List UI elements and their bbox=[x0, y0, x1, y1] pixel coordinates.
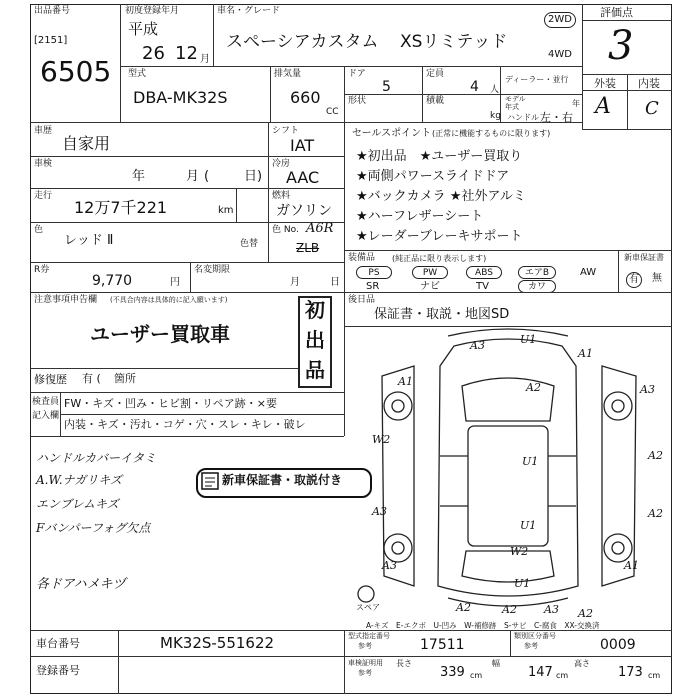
selling-label: セールスポイント bbox=[352, 128, 432, 139]
divider bbox=[268, 122, 269, 262]
divider bbox=[190, 262, 191, 292]
stamp-char-1: 初 bbox=[305, 298, 325, 322]
score-ext-label: 外装 bbox=[594, 77, 616, 90]
stamp-char-2: 出 bbox=[305, 328, 325, 352]
fuel-value: ガソリン bbox=[276, 203, 332, 219]
divider bbox=[344, 656, 672, 657]
hand-note: A.W.ナガリキズ bbox=[36, 473, 123, 487]
attached-value: 保証書・取説・地図SD bbox=[374, 307, 510, 322]
drive-2wd: 2WD bbox=[544, 12, 576, 28]
new-warranty-label: 新車保証書 bbox=[624, 253, 664, 262]
lot-number: 6505 bbox=[40, 55, 112, 88]
spare-label: スペア bbox=[356, 603, 380, 612]
divider bbox=[30, 292, 344, 293]
chassis-label: 車台番号 bbox=[36, 637, 80, 650]
doors-value: 5 bbox=[382, 79, 391, 95]
shape-label: 形状 bbox=[348, 96, 367, 106]
repair-label: 修復歴 bbox=[34, 373, 67, 386]
equipment-airbag: エアB bbox=[518, 266, 556, 279]
capacity-unit: 人 bbox=[490, 85, 500, 95]
handle-value: 左・右 bbox=[540, 111, 573, 124]
divider bbox=[30, 122, 582, 123]
damage-mark: A1 bbox=[624, 559, 639, 572]
damage-mark: A3 bbox=[382, 559, 397, 572]
divider bbox=[30, 392, 344, 393]
damage-mark: A3 bbox=[640, 383, 655, 396]
dims-height-unit: cm bbox=[648, 671, 661, 680]
divider bbox=[60, 414, 344, 415]
divider bbox=[582, 4, 583, 129]
inspector-row2: 内装・キズ・汚れ・コゲ・穴・スレ・キレ・破レ bbox=[64, 418, 306, 431]
damage-mark: W2 bbox=[510, 545, 529, 558]
equipment-sr: SR bbox=[366, 281, 380, 292]
dims-height: 173 bbox=[618, 665, 643, 680]
notes-label: 注意事項申告欄 bbox=[34, 295, 98, 305]
divider bbox=[618, 250, 619, 292]
first-reg-era: 平成 bbox=[128, 20, 159, 38]
displacement-value: 660 bbox=[290, 88, 321, 107]
hand-note: Fバンパーフォグ欠点 bbox=[36, 521, 151, 535]
divider bbox=[236, 188, 237, 222]
divider bbox=[627, 74, 628, 129]
notes-sublabel: (不具合内容は具体的に記入願います) bbox=[110, 296, 228, 304]
car-condition-diagram bbox=[344, 326, 672, 620]
divider bbox=[213, 4, 214, 66]
equipment-label: 装備品 bbox=[348, 253, 376, 263]
divider bbox=[30, 188, 268, 189]
model-year-label1: モデル bbox=[505, 95, 526, 103]
inspection-month: 月 bbox=[186, 169, 200, 184]
inspector-label1: 検査員 bbox=[32, 397, 60, 407]
damage-mark: A2 bbox=[456, 601, 471, 614]
hand-note: 各ドアハメキヅ bbox=[36, 577, 126, 592]
divider bbox=[30, 222, 268, 223]
drive-4wd: 4WD bbox=[548, 49, 572, 60]
damage-legend: A-キズ E-エクボ U-凹み W-補修跡 S-サビ C-腐食 XX-交換済 bbox=[366, 621, 600, 630]
attached-label: 後日品 bbox=[348, 295, 376, 305]
divider bbox=[582, 20, 672, 21]
type-value: DBA-MK32S bbox=[133, 88, 228, 107]
shift-label: シフト bbox=[272, 126, 300, 136]
inspection-label: 車検 bbox=[34, 159, 53, 169]
first-reg-month: 12 bbox=[175, 43, 198, 64]
chassis-value: MK32S-551622 bbox=[160, 634, 275, 652]
divider bbox=[268, 156, 344, 157]
divider bbox=[344, 630, 345, 694]
damage-mark: A2 bbox=[648, 449, 663, 462]
divider bbox=[344, 94, 582, 95]
selling-point: ★初出品 ★ユーザー買取り bbox=[356, 149, 523, 164]
equipment-pw: PW bbox=[412, 266, 448, 279]
selling-point: ★バックカメラ ★社外アルミ bbox=[356, 189, 526, 204]
model-year-unit: 年 bbox=[572, 99, 580, 108]
divider bbox=[30, 630, 672, 631]
damage-mark: A2 bbox=[578, 607, 593, 620]
tax-day: 日 bbox=[330, 277, 340, 288]
inspection-year: 年 bbox=[132, 169, 146, 184]
color-code-new: A6R bbox=[306, 221, 334, 236]
equipment-leather: カワ bbox=[518, 280, 556, 293]
damage-mark: A1 bbox=[578, 347, 593, 360]
divider bbox=[30, 156, 268, 157]
lot-label: 出品番号 bbox=[34, 6, 71, 16]
divider bbox=[30, 436, 344, 437]
score-label: 評価点 bbox=[600, 6, 633, 19]
damage-mark: A2 bbox=[648, 507, 663, 520]
dealer-label: ディーラー・並行 bbox=[505, 75, 569, 84]
category-label1: 類別区分番号 bbox=[514, 632, 556, 640]
dims-length-label: 長さ bbox=[396, 659, 412, 668]
divider bbox=[510, 630, 511, 656]
designation-label2: 参考 bbox=[358, 642, 372, 650]
recycle-unit: 円 bbox=[170, 277, 180, 288]
notes-value: ユーザー買取車 bbox=[90, 322, 230, 346]
tax-label: 名変期限 bbox=[194, 265, 231, 275]
dims-width-label: 幅 bbox=[492, 659, 500, 668]
equipment-abs: ABS bbox=[466, 266, 502, 279]
mileage-unit: km bbox=[218, 205, 234, 216]
inspector-label2: 記入欄 bbox=[32, 411, 60, 421]
dims-label2: 参考 bbox=[358, 669, 372, 677]
first-reg-month-unit: 月 bbox=[200, 54, 210, 65]
warranty-no: 無 bbox=[652, 273, 662, 284]
divider bbox=[30, 262, 344, 263]
damage-mark: A2 bbox=[502, 603, 517, 616]
dims-length-unit: cm bbox=[470, 671, 483, 680]
designation-label1: 型式指定番号 bbox=[348, 632, 390, 640]
equipment-note: (純正品に限り表示します) bbox=[392, 254, 487, 263]
displacement-unit: CC bbox=[326, 107, 339, 117]
dims-width-unit: cm bbox=[556, 671, 569, 680]
divider bbox=[268, 188, 344, 189]
damage-mark: A3 bbox=[470, 339, 485, 352]
color-change-label: 色替 bbox=[240, 239, 259, 249]
selling-point: ★レーダーブレーキサポート bbox=[356, 229, 523, 244]
damage-mark: A1 bbox=[398, 375, 413, 388]
dims-height-label: 高さ bbox=[574, 659, 590, 668]
warranty-stamp-icon bbox=[201, 472, 219, 490]
divider bbox=[120, 66, 582, 67]
divider bbox=[118, 630, 119, 694]
dims-width: 147 bbox=[528, 665, 553, 680]
mileage-label: 走行 bbox=[34, 191, 53, 201]
score-int: C bbox=[645, 98, 659, 119]
color-code-old: ZLB bbox=[296, 241, 320, 255]
equipment-tv: TV bbox=[476, 281, 489, 292]
score-ext: A bbox=[595, 94, 611, 119]
dims-length: 339 bbox=[440, 665, 465, 680]
load-unit: kg bbox=[490, 111, 501, 121]
divider bbox=[270, 66, 271, 122]
color-value: レッド Ⅱ bbox=[64, 233, 114, 248]
damage-mark: U1 bbox=[520, 519, 537, 532]
hand-note: エンブレムキズ bbox=[36, 497, 119, 511]
damage-mark: U1 bbox=[514, 577, 531, 590]
model-year-label2: 年式 bbox=[505, 103, 519, 111]
designation-value: 17511 bbox=[420, 637, 465, 653]
selling-point: ★両側パワースライドドア bbox=[356, 169, 510, 184]
capacity-value: 4 bbox=[470, 79, 479, 95]
damage-mark: U1 bbox=[520, 333, 537, 346]
equipment-ps: PS bbox=[356, 266, 392, 279]
divider bbox=[344, 122, 345, 292]
warranty-yes: 有 bbox=[626, 272, 642, 288]
equipment-navi: ナビ bbox=[420, 281, 440, 292]
hand-note: ハンドルカバーイタミ bbox=[36, 451, 157, 465]
repair-unit: 箇所 bbox=[114, 372, 136, 385]
score-int-label: 内装 bbox=[638, 77, 660, 90]
warranty-stamp-text: 新車保証書・取説付き bbox=[222, 473, 343, 487]
damage-mark: W2 bbox=[372, 433, 391, 446]
divider bbox=[344, 250, 672, 251]
color-code-label: 色 No. bbox=[272, 225, 299, 235]
divider bbox=[30, 656, 344, 657]
divider bbox=[582, 90, 672, 91]
damage-mark: U1 bbox=[522, 455, 539, 468]
recycle-label: R券 bbox=[34, 265, 50, 275]
stamp-char-3: 品 bbox=[305, 358, 325, 382]
divider bbox=[582, 129, 672, 130]
repair-value: 有 ( bbox=[82, 372, 101, 385]
type-label: 型式 bbox=[128, 69, 147, 79]
category-value: 0009 bbox=[600, 637, 636, 653]
inspection-day-open: ( bbox=[204, 169, 210, 184]
dims-label1: 車検証明用 bbox=[348, 659, 383, 667]
fuel-label: 燃料 bbox=[272, 191, 291, 201]
score-value: 3 bbox=[608, 23, 634, 69]
color-label: 色 bbox=[34, 225, 44, 235]
first-reg-label: 初度登録年月 bbox=[125, 6, 180, 16]
tax-month: 月 bbox=[290, 277, 300, 288]
divider bbox=[120, 4, 121, 122]
model-name: スペーシアカスタム bbox=[226, 32, 379, 52]
doors-label: ドア bbox=[348, 69, 366, 79]
equipment-aw: AW bbox=[580, 267, 597, 278]
handle-label: ハンドル bbox=[507, 113, 539, 122]
displacement-label: 排気量 bbox=[274, 69, 302, 79]
model-label: 車名・グレード bbox=[217, 6, 281, 16]
ac-value: AAC bbox=[286, 168, 320, 187]
selling-point: ★ハーフレザーシート bbox=[356, 209, 484, 224]
reg-number-label: 登録番号 bbox=[36, 664, 80, 677]
category-label2: 参考 bbox=[524, 642, 538, 650]
inspection-day-close: 日) bbox=[244, 169, 263, 184]
ac-label: 冷房 bbox=[272, 159, 291, 169]
first-reg-year: 26 bbox=[142, 43, 165, 64]
mileage-value: 12万7千221 bbox=[74, 198, 168, 217]
shift-value: IAT bbox=[290, 136, 315, 155]
history-label: 車歴 bbox=[34, 126, 53, 136]
load-label: 積載 bbox=[426, 96, 445, 106]
damage-mark: A2 bbox=[526, 381, 541, 394]
divider bbox=[30, 368, 298, 369]
divider bbox=[344, 292, 672, 293]
selling-note: (正常に機能するものに限ります) bbox=[432, 129, 551, 138]
inspector-row1: FW・キズ・凹み・ヒビ割・リペア跡・×要 bbox=[64, 397, 277, 410]
model-grade: XSリミテッド bbox=[400, 32, 508, 52]
history-value: 自家用 bbox=[62, 134, 111, 153]
capacity-label: 定員 bbox=[426, 69, 445, 79]
recycle-value: 9,770 bbox=[92, 273, 133, 289]
damage-mark: A3 bbox=[372, 505, 387, 518]
lot-code: [2151] bbox=[34, 35, 68, 46]
damage-mark: A3 bbox=[544, 603, 559, 616]
